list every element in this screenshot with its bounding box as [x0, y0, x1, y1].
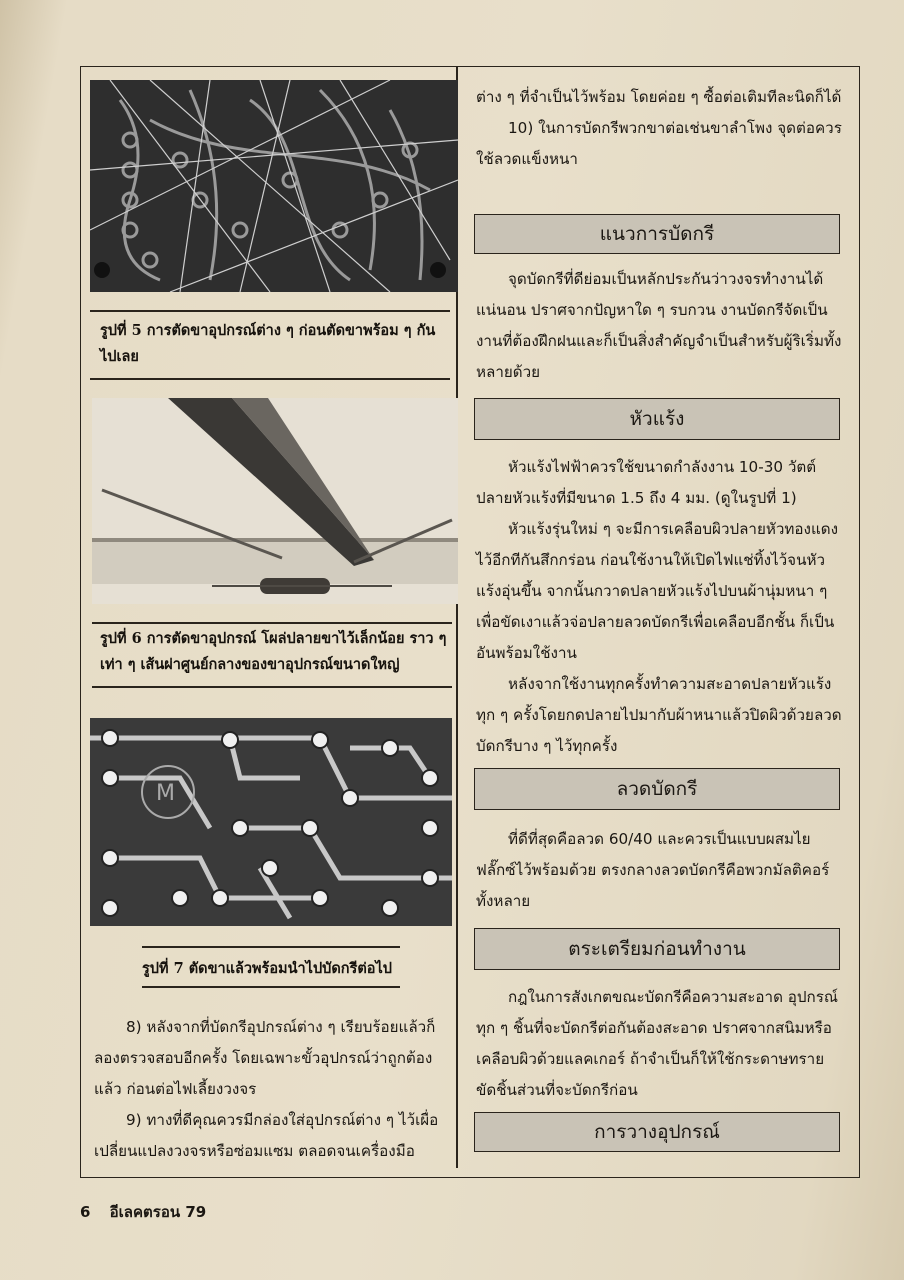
paragraph-iron-tinning: หัวแร้งรุ่นใหม่ ๆ จะมีการเคลือบผิวปลายหัวทองแดงไว้อีกทีกันสึกกร่อน ก่อนใช้งานให้เปิดไฟแช่ทิ้งไว้จนหัวแร้งอุ่นขึ้น จากนั้นกวาดปลายหัวแร้งไปบนผ้านุ่มหนา ๆ เพื่อขัดเงาแล้วจ่อปลายลวดบัดกรีเพื่อเคลือบอีกชั้น ก็เป็นอันพร้อมใช้งาน [476, 520, 839, 662]
figure-6-caption: รูปที่ 6 การตัดขาอุปกรณ์ โผล่ปลายขาไว้เล็กน้อย ราว ๆ เท่า ๆ เส้นผ่าศูนย์กลางของขาอุปกรณ์ขนาดใหญ่ [100, 630, 447, 673]
paragraph-10: 10) ในการบัดกรีพวกขาต่อเช่นขาลำโพง จุดต่อควรใช้ลวดแข็งหนา [476, 119, 842, 168]
caption7-top-rule [142, 946, 400, 948]
section-heading-preparation: ตระเตรียมก่อนทำงาน [474, 928, 840, 970]
paragraph-iron-cleaning: หลังจากใช้งานทุกครั้งทำความสะอาดปลายหัวแร้งทุก ๆ ครั้งโดยกดปลายไปมากับผ้าหนาแล้วปิดผิวด้วยลวดบัดกรีบาง ๆ ไว้ทุกครั้ง [476, 675, 842, 755]
right-body-preparation [476, 982, 844, 1106]
section-heading-soldering-iron: หัวแร้ง [474, 398, 840, 440]
paragraph-soldering-guide: จุดบัดกรีที่ดีย่อมเป็นหลักประกันว่าวงจรทำงานได้แน่นอน ปราศจากปัญหาใด ๆ รบกวน งานบัดกรีจัดเป็นงานที่ต้องฝึกฝนและก็เป็นสิ่งสำคัญจำเป็นสำหรับผู้ริเริ่มทั้งหลายด้วย [476, 270, 842, 381]
figure-7-caption: รูปที่ 7 ตัดขาแล้วพร้อมนำไปบัดกรีต่อไป [142, 960, 392, 977]
right-body-soldering-iron [476, 452, 844, 762]
paragraph-8: 8) หลังจากที่บัดกรีอุปกรณ์ต่าง ๆ เรียบร้อยแล้วก็ลองตรวจสอบอีกครั้ง โดยเฉพาะขั้วอุปกรณ์ว่าถูกต้องแล้ว ก่อนต่อไฟเลี้ยงวงจร [94, 1018, 436, 1098]
caption6-bottom-rule [92, 686, 452, 688]
caption6-top-rule [92, 622, 452, 624]
paragraph-9: 9) ทางที่ดีคุณควรมีกล่องใส่อุปกรณ์ต่าง ๆ ไว้เผื่อเปลี่ยนแปลงวงจรหรือซ่อมแซม ตลอดจนเครื่องมือ [94, 1111, 439, 1160]
left-body-text [94, 1012, 444, 1167]
page-number: 6 [80, 1203, 91, 1221]
page-footer [80, 1200, 206, 1224]
paragraph-preparation: กฎในการสังเกตขณะบัดกรีคือความสะอาด อุปกรณ์ทุก ๆ ชิ้นที่จะบัดกรีต่อกันต้องสะอาด ปราศจากสนิมหรือเคลือบผิวด้วยแลคเกอร์ ถ้าจำเป็นก็ให้ใช้กระดาษทรายขัดชิ้นส่วนที่จะบัดกรีก่อน [476, 988, 838, 1099]
right-body-solder-wire [476, 824, 844, 917]
magazine-title: อีเลคตรอน 79 [109, 1203, 207, 1221]
svg-text:M: M [156, 781, 175, 806]
section-heading-soldering-guide: แนวการบัดกรี [474, 214, 840, 254]
caption5-top-rule [90, 310, 450, 312]
photo-fig5-pcb-leads [90, 80, 458, 292]
paragraph-continued: ต่าง ๆ ที่จำเป็นไว้พร้อม โดยค่อย ๆ ซื้อต่อเติมทีละนิดก็ได้ [476, 88, 842, 106]
caption7-bottom-rule [142, 986, 400, 988]
photo-fig6-cutting [92, 398, 458, 604]
right-body-soldering-guide [476, 264, 844, 388]
caption5-bottom-rule [90, 378, 450, 380]
section-heading-solder-wire: ลวดบัดกรี [474, 768, 840, 810]
section-heading-component-placement: การวางอุปกรณ์ [474, 1112, 840, 1152]
paragraph-solder-wire: ที่ดีที่สุดคือลวด 60/40 และควรเป็นแบบผสมไยฟลั๊กซ์ไว้พร้อมด้วย ตรงกลางลวดบัดกรีคือพวกมัลติคอร์ทั้งหลาย [476, 830, 830, 910]
right-body-intro [476, 82, 844, 175]
paragraph-iron-power: หัวแร้งไฟฟ้าควรใช้ขนาดกำลังงาน 10-30 วัตต์ ปลายหัวแร้งที่มีขนาด 1.5 ถึง 4 มม. (ดูในรูปที่ 1) [476, 458, 817, 507]
photo-fig7-trimmed-leads [90, 718, 452, 926]
figure-5-caption: รูปที่ 5 การตัดขาอุปกรณ์ต่าง ๆ ก่อนตัดขาพร้อม ๆ กันไปเลย [100, 322, 436, 365]
